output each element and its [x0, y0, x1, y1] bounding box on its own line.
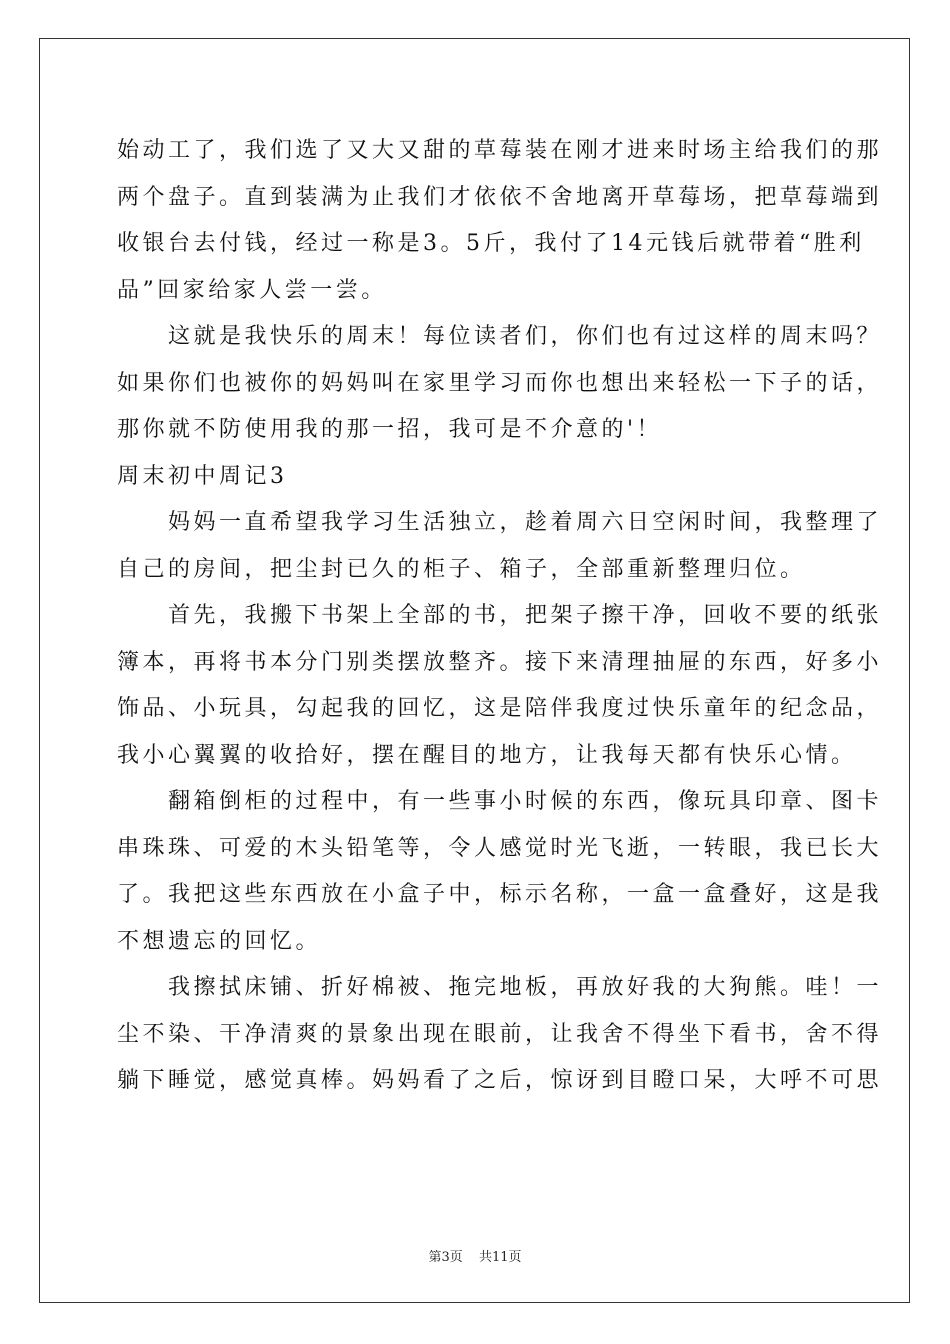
- text-line: 首先，我搬下书架上全部的书，把架子擦干净，回收不要的纸张: [117, 603, 883, 628]
- text-line: 如果你们也被你的妈妈叫在家里学习而你也想出来轻松一下子的话，: [117, 370, 883, 396]
- page-number: 第3页: [428, 1250, 463, 1265]
- section-heading: 周末初中周记3: [117, 463, 288, 489]
- text-line: 翻箱倒柜的过程中，有一些事小时候的东西，像玩具印章、图卡: [117, 789, 883, 814]
- text-line: 饰品、小玩具，勾起我的回忆，这是陪伴我度过快乐童年的纪念品，: [117, 696, 883, 721]
- text-line: 妈妈一直希望我学习生活独立，趁着周六日空闲时间，我整理了: [117, 510, 883, 535]
- text-line: 我小心翼翼的收拾好，摆在醒目的地方，让我每天都有快乐心情。: [117, 742, 857, 768]
- text-line: 品”回家给家人尝一尝。: [117, 277, 387, 303]
- text-line: 簿本，再将书本分门别类摆放整齐。接下来清理抽屉的东西，好多小: [117, 649, 883, 675]
- document-body: [117, 128, 883, 1105]
- text-line: 自己的房间，把尘封已久的柜子、箱子，全部重新整理归位。: [117, 556, 806, 582]
- text-line: 了。我把这些东西放在小盒子中，标示名称，一盒一盒叠好，这是我: [117, 882, 883, 907]
- text-line: 两个盘子。直到装满为止我们才依依不舍地离开草莓场，把草莓端到: [117, 184, 883, 210]
- text-line: 我擦拭床铺、折好棉被、拖完地板，再放好我的大狗熊。哇！一: [117, 975, 883, 1000]
- text-line: 始动工了，我们选了又大又甜的草莓装在刚才进来时场主给我们的那: [117, 138, 883, 163]
- text-line: 收银台去付钱，经过一称是3。5斤，我付了14元钱后就带着“胜利: [117, 231, 865, 256]
- text-line: 不想遗忘的回忆。: [117, 928, 322, 954]
- text-line: 这就是我快乐的周末！每位读者们，你们也有过这样的周末吗？: [117, 324, 883, 349]
- text-line: 躺下睡觉，感觉真棒。妈妈看了之后，惊讶到目瞪口呆，大呼不可思: [117, 1068, 883, 1093]
- text-line: 尘不染、干净清爽的景象出现在眼前，让我舍不得坐下看书，舍不得: [117, 1021, 883, 1047]
- text-line: 那你就不防使用我的那一招，我可是不介意的'！: [117, 417, 663, 442]
- page-footer: [0, 1246, 950, 1265]
- page-total: 共11页: [478, 1250, 522, 1265]
- text-line: 串珠珠、可爱的木头铅笔等，令人感觉时光飞逝，一转眼，我已长大: [117, 835, 883, 861]
